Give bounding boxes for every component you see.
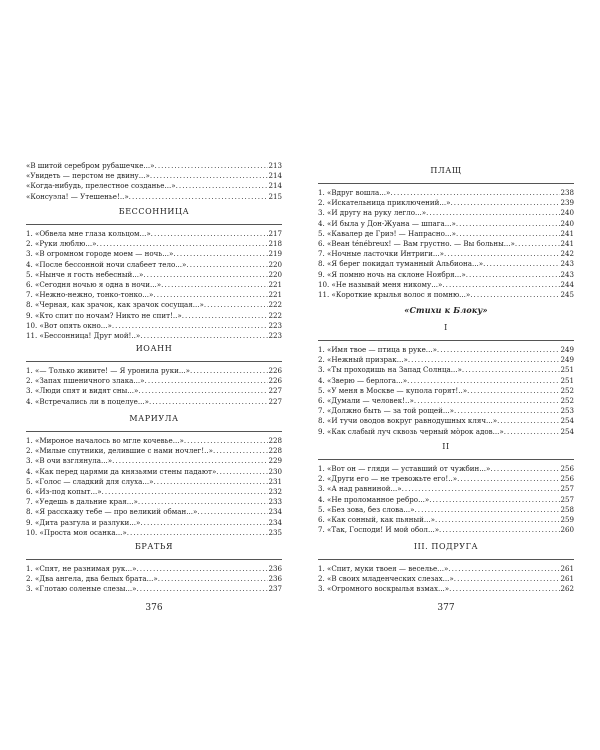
- section-divider: [26, 361, 282, 362]
- toc-entry[interactable]: 2. «Руки люблю...» . . . 218: [26, 239, 282, 249]
- section-stikhi-k-bloku: [318, 304, 574, 322]
- toc-entry[interactable]: 4. «После бессонной ночи слабеет тело...» . . . 220: [26, 260, 282, 270]
- section-heading: II: [442, 442, 450, 451]
- toc-entry[interactable]: «Увидеть — перстом не двину...» . . . 214: [26, 171, 282, 181]
- toc-entry[interactable]: 2. «Други его — не тревожьте его!..» . . . 256: [318, 474, 574, 484]
- page-number: 377: [437, 603, 455, 613]
- toc-entry[interactable]: 8. «Я берег покидал туманный Альбиона...» . . . 243: [318, 259, 574, 269]
- cycle-heading: «Стихи к Блоку»: [404, 305, 488, 315]
- toc-entry[interactable]: 1. «Вот он — гляди — уставший от чужбин...» . . . 256: [318, 464, 574, 474]
- toc-entry[interactable]: 3. «Люди спят и видят сны...» . . . 227: [26, 386, 282, 396]
- section-heading: I: [444, 323, 448, 332]
- toc-entry[interactable]: 7. «Должно быть — за той рощей...» . . . 253: [318, 406, 574, 416]
- section-divider: [26, 431, 282, 432]
- toc-entry[interactable]: 1. «— Только живите! — Я уронила руки...» . . . 226: [26, 366, 282, 376]
- section-mariula: [26, 413, 282, 538]
- section-heading: ИОАНН: [135, 344, 173, 353]
- toc-entry[interactable]: 9. «Кто спит по ночам? Никто не спит!..» . . . 222: [26, 311, 282, 321]
- section-ioann: [26, 343, 282, 407]
- toc-entry[interactable]: 6. «Как сонный, как пьяный...» . . . 259: [318, 515, 574, 525]
- section-divider: [318, 183, 574, 184]
- section-heading: ПЛАЩ: [430, 166, 462, 175]
- toc-entry[interactable]: 2. «Милые спутники, делившие с нами ночлег!..» . . . 228: [26, 446, 282, 456]
- toc-entry[interactable]: 6. «Сегодня ночью я одна в ночи...» . . . 221: [26, 280, 282, 290]
- toc-entry[interactable]: 2. «Два ангела, два белых брата...» . . . 236: [26, 574, 282, 584]
- toc-entry[interactable]: 1. «Обвела мне глаза кольцом...» . . . 217: [26, 229, 282, 239]
- toc-entry[interactable]: 2. «В своих младенческих слезах...» . . . 261: [318, 574, 574, 584]
- toc-entry[interactable]: 9. «Как слабый луч сквозь черный мòрок адов...» . . . 254: [318, 427, 574, 437]
- toc-entry[interactable]: 6. «Думали — человек!..» . . . 252: [318, 396, 574, 406]
- section-heading: БРАТЬЯ: [134, 542, 174, 551]
- toc-entry[interactable]: 10. «Проста моя осанка...» . . . 235: [26, 528, 282, 538]
- section-divider: [26, 224, 282, 225]
- section-divider: [318, 559, 574, 560]
- toc-entry[interactable]: 3. «Ты проходишь на Запад Солнца...» . . . 251: [318, 365, 574, 375]
- toc-entry[interactable]: 4. «Как перед царями да князьями стены падают» . . . 230: [26, 467, 282, 477]
- toc-entry[interactable]: 5. «Нынче я гость небесный...» . . . 220: [26, 270, 282, 280]
- toc-entry[interactable]: 3. «В очи взглянула...» . . . 229: [26, 456, 282, 466]
- toc-entry[interactable]: 7. «Нежно-нежно, тонко-тонко...» . . . 221: [26, 290, 282, 300]
- toc-continued-entries: [26, 161, 282, 202]
- toc-entry[interactable]: 4. «Встречались ли в поцелуе...» . . . 227: [26, 397, 282, 407]
- toc-entry[interactable]: 7. «Так, Господи! И мой обол...» . . . 260: [318, 525, 574, 535]
- toc-entry[interactable]: 11. «Короткие крылья волос я помню...» . . . 245: [318, 290, 574, 300]
- toc-entry[interactable]: 11. «Бессонница! Друг мой!..» . . . 223: [26, 331, 282, 341]
- toc-entry[interactable]: 4. «Не проломанное ребро...» . . . 257: [318, 495, 574, 505]
- section-heading: МАРИУЛА: [129, 414, 179, 423]
- toc-entry[interactable]: 10. «Не называй меня никому...» . . . 244: [318, 280, 574, 290]
- toc-entry[interactable]: 6. «Из-под копыт...» . . . 232: [26, 487, 282, 497]
- toc-entry[interactable]: 5. «У меня в Москве — купола горят!..» . . . 252: [318, 386, 574, 396]
- toc-entry[interactable]: 5. «Без зова, без слова...» . . . 258: [318, 505, 574, 515]
- toc-entry[interactable]: 3. «Глотаю соленые слезы...» . . . 237: [26, 584, 282, 594]
- section-part-1: [318, 322, 574, 437]
- toc-entry[interactable]: 1. «Спит, муки твоея — веселье...» . . . 261: [318, 564, 574, 574]
- toc-entry[interactable]: «В шитой серебром рубашечке...» . . . 213: [26, 161, 282, 171]
- section-divider: [318, 459, 574, 460]
- toc-entry[interactable]: 7. «Уедешь в дальние края...» . . . 233: [26, 497, 282, 507]
- toc-entry[interactable]: 1. «Спят, не разнимая рук...» . . . 236: [26, 564, 282, 574]
- toc-entry[interactable]: 3. «В огромном городе моем — ночь...» . . . 219: [26, 249, 282, 259]
- toc-entry[interactable]: 2. «Искательница приключений...» . . . 239: [318, 198, 574, 208]
- section-part-2: [318, 441, 574, 535]
- toc-entry[interactable]: 9. «Я помню ночь на склоне Ноября...» . . . 243: [318, 270, 574, 280]
- toc-entry[interactable]: 3. «А над равниной...» . . . 257: [318, 484, 574, 494]
- toc-entry[interactable]: 6. «Веан ténébreux! — Вам грустно. — Вы больны...» . . . 241: [318, 239, 574, 249]
- toc-entry[interactable]: «Консуэла! — Утешенье!..» . . . 215: [26, 192, 282, 202]
- toc-entry[interactable]: 7. «Ночные ласточки Интриги...» . . . 242: [318, 249, 574, 259]
- page-number: 376: [145, 603, 163, 613]
- section-bratya: [26, 541, 282, 595]
- toc-entry[interactable]: 1. «Имя твое — птица в руке...» . . . 249: [318, 345, 574, 355]
- toc-entry[interactable]: 10. «Вот опять окно...» . . . 223: [26, 321, 282, 331]
- toc-entry[interactable]: 8. «Я расскажу тебе — про великий обман...» . . . 234: [26, 507, 282, 517]
- toc-entry[interactable]: 8. «Черная, как зрачок, как зрачок сосущая...» . . . 222: [26, 300, 282, 310]
- toc-entry[interactable]: 1. «Вдруг вошла...» . . . 238: [318, 188, 574, 198]
- section-plashch: [318, 165, 574, 300]
- toc-entry[interactable]: 4. «Зверю — берлога...» . . . 251: [318, 376, 574, 386]
- toc-entry[interactable]: 3. «Огромного воскрылья взмах...» . . . 262: [318, 584, 574, 594]
- section-divider: [318, 340, 574, 341]
- section-bessonnitsa: [26, 206, 282, 341]
- toc-entry[interactable]: 5. «Кавалер де Гриэ! — Напрасно...» . . . 241: [318, 229, 574, 239]
- toc-entry[interactable]: 8. «И тучи оводов вокруг равнодушных кляч...» . . . 254: [318, 416, 574, 426]
- section-heading: БЕССОННИЦА: [118, 207, 190, 216]
- toc-entry[interactable]: 2. «Запах пшеничного злака...» . . . 226: [26, 376, 282, 386]
- toc-entry[interactable]: 9. «Дита разгула и разлуки...» . . . 234: [26, 518, 282, 528]
- toc-entry[interactable]: «Когда-нибудь, прелестное созданье...» . . . 214: [26, 181, 282, 191]
- toc-entry[interactable]: 5. «Голос — сладкий для слуха...» . . . 231: [26, 477, 282, 487]
- toc-entry[interactable]: 3. «И другу на руку легло...» . . . 240: [318, 208, 574, 218]
- toc-entry[interactable]: 1. «Мироное началось во мгле кочевье...» . . . 228: [26, 436, 282, 446]
- section-heading: III. ПОДРУГА: [413, 542, 479, 551]
- section-divider: [26, 559, 282, 560]
- toc-entry[interactable]: 2. «Нежный призрак...» . . . 249: [318, 355, 574, 365]
- section-podruga: [318, 541, 574, 595]
- toc-entry[interactable]: 4. «И была у Дон-Жуана — шпага...» . . . 240: [318, 219, 574, 229]
